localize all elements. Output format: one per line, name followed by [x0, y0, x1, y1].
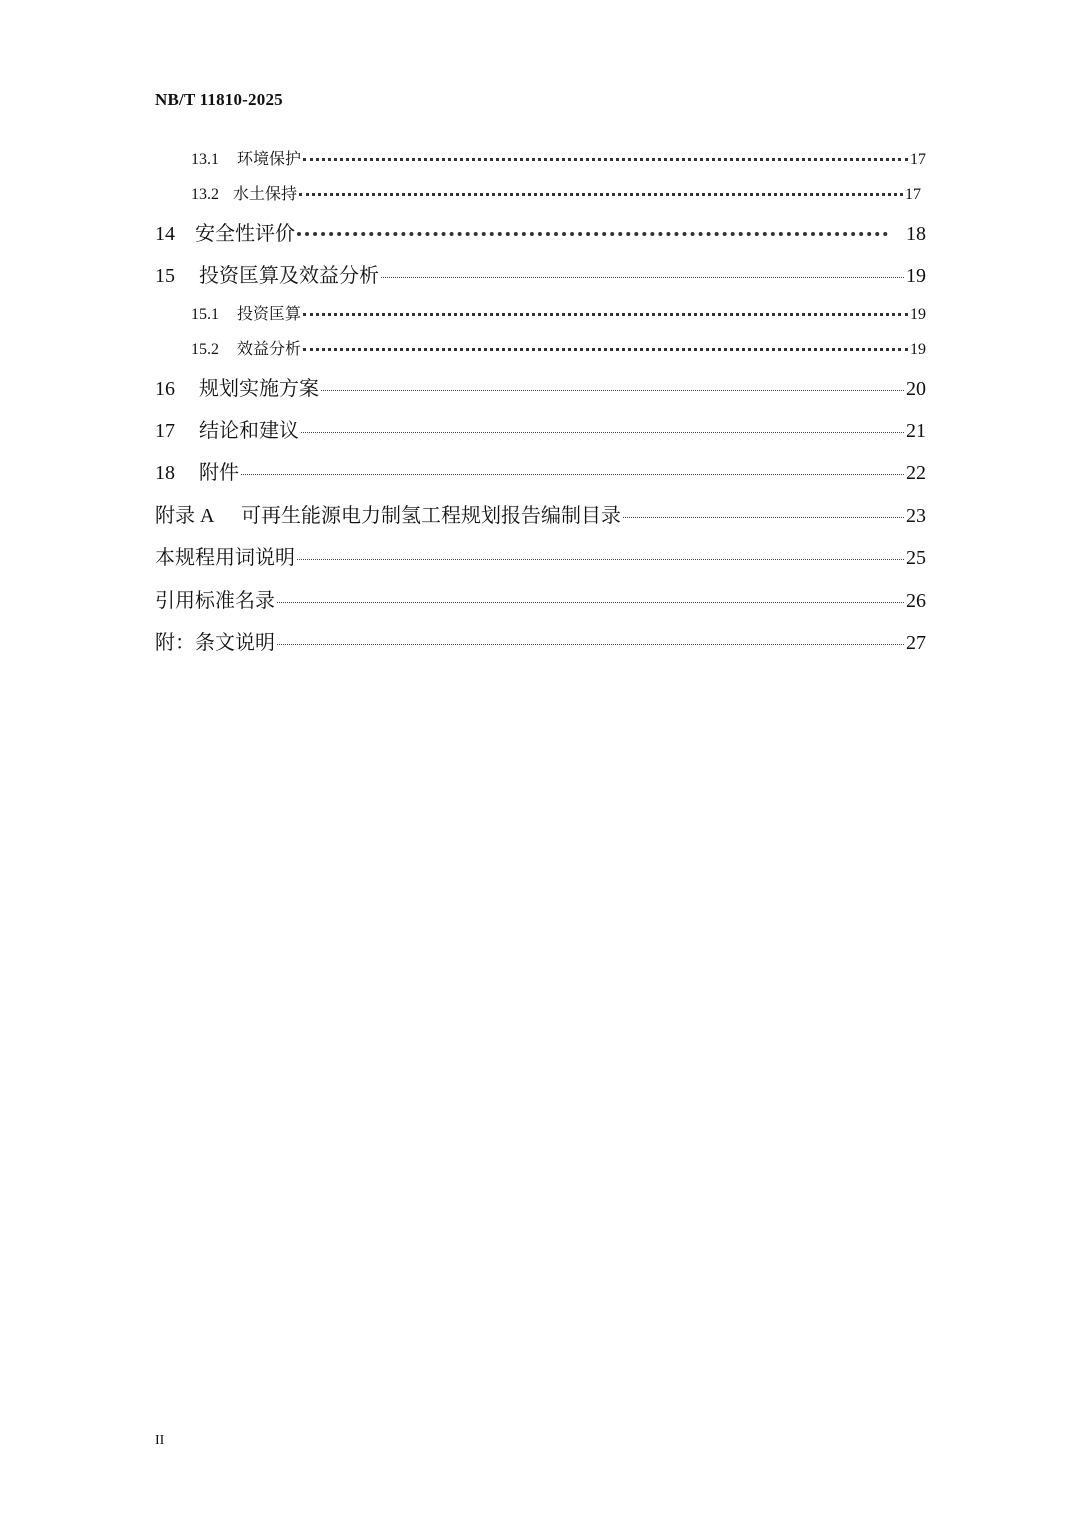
toc-entry-title: 环境保护 — [237, 151, 302, 168]
toc-entry-title: 可再生能源电力制氢工程规划报告编制目录 — [241, 505, 621, 527]
toc-dot-leader — [241, 474, 904, 475]
toc-dot-leader — [381, 277, 904, 278]
toc-dot-leader — [277, 644, 904, 645]
toc-entry-title: 引用标准名录 — [155, 590, 275, 612]
toc-dot-leader — [299, 193, 903, 196]
toc-dot-leader — [301, 432, 904, 433]
toc-entry-page: 21 — [906, 420, 926, 442]
toc-entry-number: 15.1 — [191, 306, 219, 323]
toc-entry-page: 17 — [905, 186, 921, 203]
toc-entry-number: 13.2 — [191, 186, 219, 203]
toc-entry-18[interactable] — [155, 456, 926, 485]
toc-entry-page: 19 — [910, 341, 926, 358]
page-number-roman: II — [155, 1433, 165, 1448]
toc-entry-page: 26 — [906, 590, 926, 612]
toc-entry-clause-explanation[interactable] — [155, 626, 926, 655]
toc-entry-appendix-a[interactable] — [155, 499, 926, 528]
toc-dot-leader — [297, 559, 904, 560]
toc-entry-15-2[interactable] — [191, 336, 926, 359]
toc-entry-16[interactable] — [155, 372, 926, 401]
toc-entry-17[interactable] — [155, 414, 926, 443]
toc-dot-leader — [303, 158, 908, 161]
toc-entry-wording-explanation[interactable] — [155, 541, 926, 570]
toc-entry-title: 投资匡算及效益分析 — [199, 265, 379, 287]
toc-entry-number: 15.2 — [191, 341, 219, 358]
toc-entry-13-1[interactable] — [191, 146, 926, 169]
toc-dot-leader — [321, 390, 904, 391]
toc-dot-leader — [277, 602, 904, 603]
toc-entry-referenced-standards[interactable] — [155, 584, 926, 613]
toc-entry-title: 水土保持 — [233, 186, 298, 203]
toc-entry-page: 17 — [910, 151, 926, 168]
toc-entry-page: 19 — [906, 265, 926, 287]
toc-entry-page: 23 — [906, 505, 926, 527]
toc-entry-title: 规划实施方案 — [199, 378, 319, 400]
toc-entry-page: 25 — [906, 547, 926, 569]
toc-entry-number: 16 — [155, 378, 175, 400]
toc-entry-13-2[interactable] — [191, 181, 921, 204]
toc-entry-title: 投资匡算 — [237, 306, 302, 323]
toc-entry-title: 附：条文说明 — [155, 632, 275, 654]
toc-entry-number: 17 — [155, 420, 175, 442]
toc-entry-page: 22 — [906, 462, 926, 484]
toc-entry-title: 安全性评价 — [195, 223, 295, 245]
toc-entry-number: 13.1 — [191, 151, 219, 168]
toc-entry-15[interactable] — [155, 259, 926, 288]
toc-entry-number: 15 — [155, 265, 175, 287]
toc-dot-leader — [623, 517, 904, 518]
toc-entry-number: 18 — [155, 462, 175, 484]
toc-entry-title: 附件 — [199, 462, 239, 484]
toc-dot-leader — [303, 313, 908, 316]
toc-entry-title: 效益分析 — [237, 341, 302, 358]
toc-entry-page: 20 — [906, 378, 926, 400]
toc-entry-15-1[interactable] — [191, 301, 926, 324]
toc-entry-page: 18 — [906, 223, 926, 245]
toc-entry-14[interactable] — [155, 217, 926, 246]
toc-entry-number: 14 — [155, 223, 175, 245]
toc-entry-title: 结论和建议 — [199, 420, 299, 442]
toc-entry-title: 本规程用词说明 — [155, 547, 295, 569]
toc-dot-leader — [297, 232, 888, 236]
standard-code: NB/T 11810-2025 — [155, 90, 283, 109]
toc-dot-leader — [303, 348, 908, 351]
toc-entry-number: 附录 A — [155, 505, 215, 527]
toc-entry-page: 19 — [910, 306, 926, 323]
toc-entry-page: 27 — [906, 632, 926, 654]
